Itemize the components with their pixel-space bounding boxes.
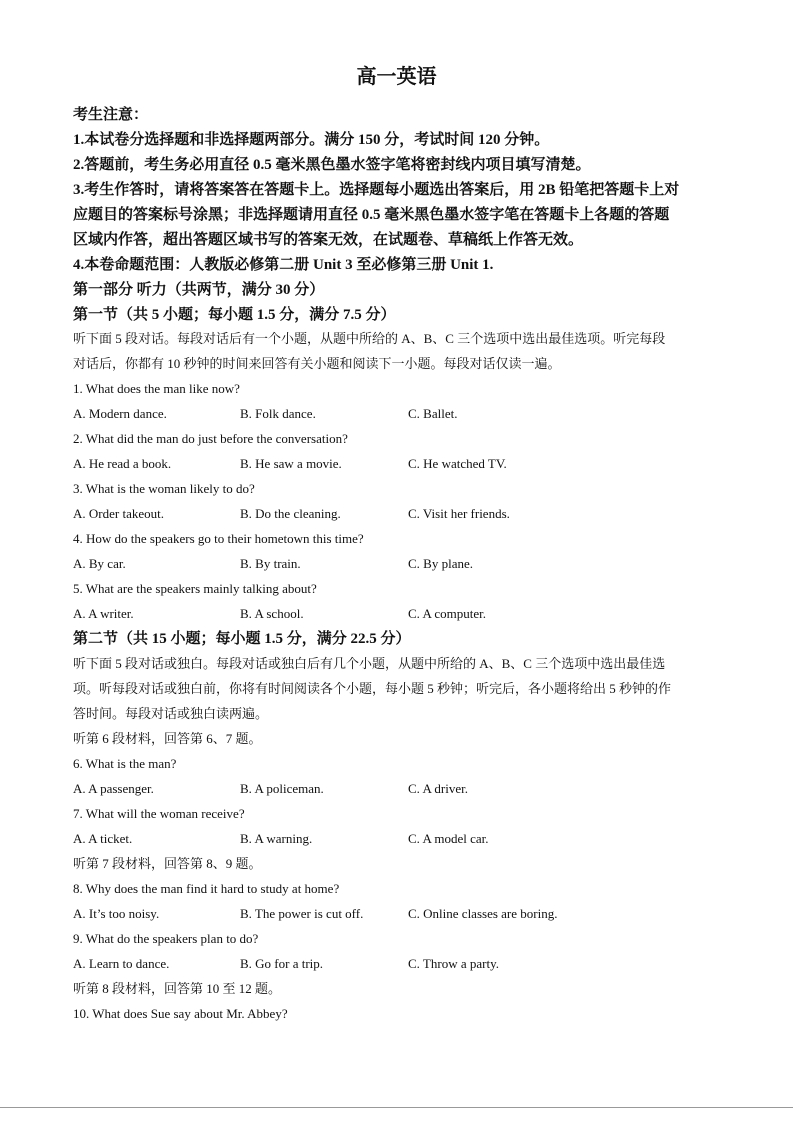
question-8: 8. Why does the man find it hard to study at home? [73, 881, 340, 896]
option-c: C. By plane. [408, 556, 473, 571]
question-1: 1. What does the man like now? [73, 381, 240, 396]
notice-item: 区域内作答，超出答题区域书写的答案无效，在试题卷、草稿纸上作答无效。 [73, 232, 584, 248]
material-note: 听第 7 段材料，回答第 8、9 题。 [73, 856, 262, 871]
notice-heading: 考生注意： [73, 107, 149, 123]
notice-item: 应题目的答案标号涂黑；非选择题请用直径 0.5 毫米黑色墨水签字笔在答题卡上各题的答题 [73, 207, 670, 223]
option-c: C. Ballet. [408, 406, 458, 421]
option-a: A. It’s too noisy. [73, 906, 160, 921]
option-c: C. A computer. [408, 606, 486, 621]
option-c: C. Visit her friends. [408, 506, 510, 521]
option-b: B. He saw a movie. [240, 456, 342, 471]
question-2: 2. What did the man do just before the conversation? [73, 431, 348, 446]
section-heading: 第二节（共 15 小题；每小题 1.5 分，满分 22.5 分） [73, 631, 411, 647]
option-c: C. A model car. [408, 831, 489, 846]
page-bottom-rule [0, 1107, 793, 1108]
part-heading: 第一部分 听力（共两节，满分 30 分） [73, 282, 325, 298]
option-c: C. A driver. [408, 781, 468, 796]
question-4: 4. How do the speakers go to their hometown this time? [73, 531, 364, 546]
option-a: A. Learn to dance. [73, 956, 170, 971]
option-b: B. Go for a trip. [240, 956, 324, 971]
question-9: 9. What do the speakers plan to do? [73, 931, 259, 946]
notice-item: 1.本试卷分选择题和非选择题两部分。满分 150 分，考试时间 120 分钟。 [73, 132, 550, 148]
option-b: B. A school. [240, 606, 304, 621]
option-a: A. Modern dance. [73, 406, 167, 421]
notice-item: 2.答题前，考生务必用直径 0.5 毫米黑色墨水签字笔将密封线内项目填写清楚。 [73, 157, 591, 173]
option-b: B. The power is cut off. [240, 906, 364, 921]
question-5: 5. What are the speakers mainly talking about? [73, 581, 317, 596]
section-instructions: 项。听每段对话或独白前，你将有时间阅读各个小题，每小题 5 秒钟；听完后，各小题将给出 5 秒钟的作 [73, 681, 672, 696]
material-note: 听第 6 段材料，回答第 6、7 题。 [73, 731, 262, 746]
option-a: A. By car. [73, 556, 126, 571]
option-b: B. Do the cleaning. [240, 506, 341, 521]
section-instructions: 对话后，你都有 10 秒钟的时间来回答有关小题和阅读下一小题。每段对话仅读一遍。 [73, 356, 561, 371]
option-b: B. Folk dance. [240, 406, 316, 421]
section-instructions: 听下面 5 段对话或独白。每段对话或独白后有几个小题，从题中所给的 A、B、C 三个选项中选出最佳选 [73, 656, 666, 671]
question-6: 6. What is the man? [73, 756, 177, 771]
question-7: 7. What will the woman receive? [73, 806, 245, 821]
question-3: 3. What is the woman likely to do? [73, 481, 255, 496]
option-b: B. A policeman. [240, 781, 324, 796]
section-instructions: 听下面 5 段对话。每段对话后有一个小题，从题中所给的 A、B、C 三个选项中选出最佳选项。听完每段 [73, 331, 666, 346]
question-10: 10. What does Sue say about Mr. Abbey? [73, 1006, 288, 1021]
section-heading: 第一节（共 5 小题；每小题 1.5 分，满分 7.5 分） [73, 307, 396, 323]
notice-item: 4.本卷命题范围：人教版必修第二册 Unit 3 至必修第三册 Unit 1. [73, 257, 494, 273]
option-b: B. By train. [240, 556, 301, 571]
section-instructions: 答时间。每段对话或独白读两遍。 [73, 706, 269, 721]
option-a: A. He read a book. [73, 456, 172, 471]
option-a: A. Order takeout. [73, 506, 164, 521]
option-a: A. A writer. [73, 606, 134, 621]
option-c: C. Throw a party. [408, 956, 499, 971]
page-title: 高一英语 [356, 66, 437, 88]
option-a: A. A ticket. [73, 831, 133, 846]
option-a: A. A passenger. [73, 781, 154, 796]
option-c: C. Online classes are boring. [408, 906, 558, 921]
notice-item: 3.考生作答时，请将答案答在答题卡上。选择题每小题选出答案后，用 2B 铅笔把答题卡上对 [73, 182, 680, 198]
material-note: 听第 8 段材料，回答第 10 至 12 题。 [73, 981, 282, 996]
option-c: C. He watched TV. [408, 456, 507, 471]
option-b: B. A warning. [240, 831, 313, 846]
